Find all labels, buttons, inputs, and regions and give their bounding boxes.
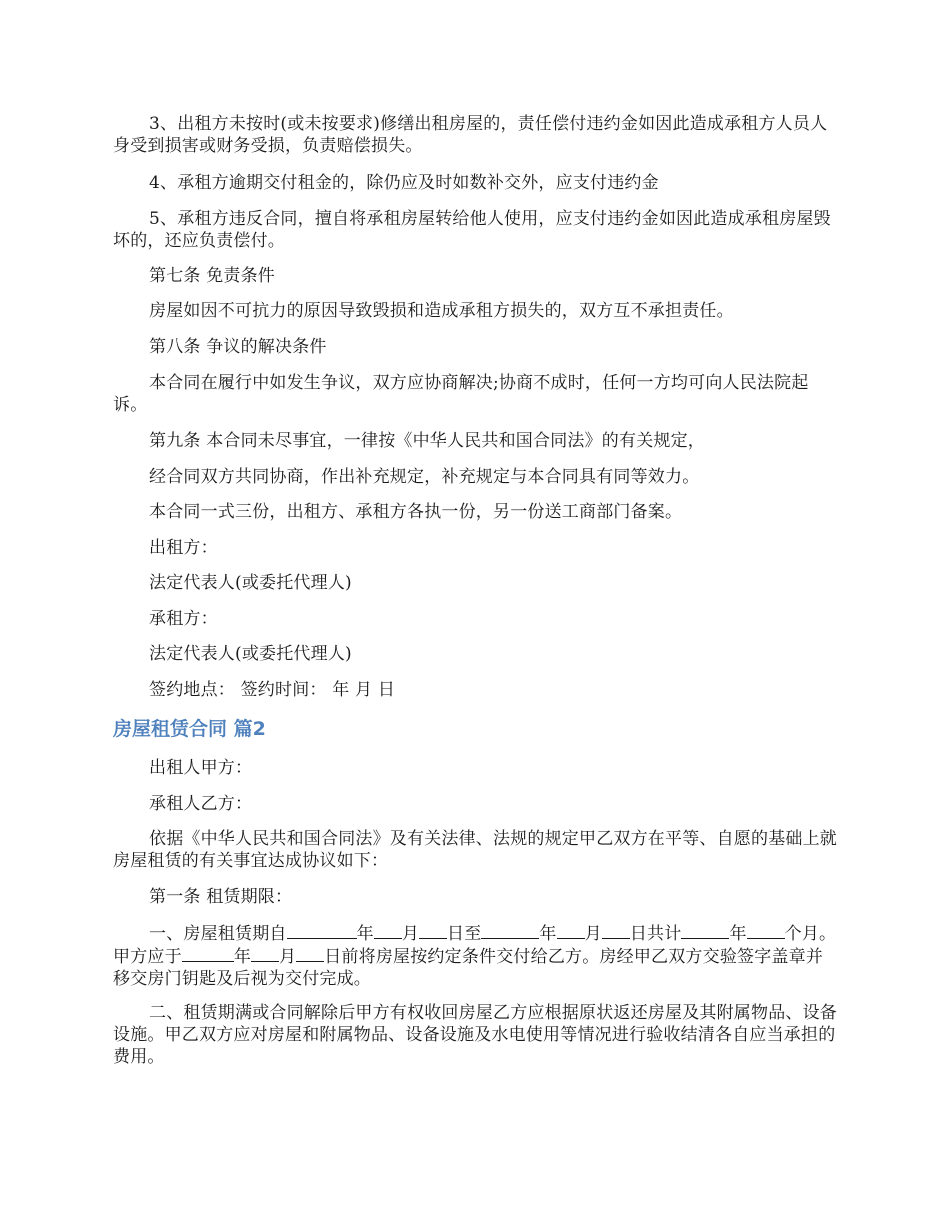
- lessee-representative: 法定代表人(或委托代理人): [149, 644, 352, 664]
- lessee-label: 承租方：: [149, 609, 218, 629]
- blank-field[interactable]: [296, 945, 324, 962]
- text-fragment: 年: [356, 924, 374, 944]
- text-fragment: 年: [539, 924, 557, 944]
- blank-field[interactable]: [557, 922, 585, 939]
- text-fragment: 月: [401, 924, 420, 944]
- blank-field[interactable]: [747, 922, 785, 939]
- paragraph-penalty-4: 4、承租方逾期交付租金的，除仍应及时如数补交外，应支付违约金: [149, 173, 659, 193]
- paragraph-lease-end: 二、租赁期满或合同解除后甲方有权收回房屋乙方应根据原状返还房屋及其附属物品、设备设施。甲乙双方应对房屋和附属物品、设备设施及水电使用等情况进行验收结清各自应当承担的费用。: [113, 1003, 837, 1067]
- blank-field[interactable]: [602, 922, 630, 939]
- section-heading: 房屋租赁合同 篇2: [113, 718, 266, 740]
- article-1-title: 第一条 租赁期限：: [149, 887, 293, 907]
- paragraph-basis: 依据《中华人民共和国合同法》及有关法律、法规的规定甲乙双方在平等、自愿的基础上就房屋租赁的有关事宜达成协议如下：: [113, 829, 837, 871]
- text-fragment: 年: [729, 924, 747, 944]
- text-fragment: 年: [233, 947, 252, 967]
- signing-place-time: 签约地点： 签约时间： 年 月 日: [149, 680, 396, 700]
- paragraph-penalty-5: 5、承租方违反合同，擅自将承租房屋转给他人使用，应支付违约金如因此造成承租房屋毁坏的，还应负责偿付。: [113, 209, 831, 251]
- paragraph-copies: 本合同一式三份，出租方、承租方各执一份，另一份送工商部门备案。: [149, 502, 683, 522]
- blank-field[interactable]: [287, 922, 357, 939]
- blank-field[interactable]: [481, 922, 539, 939]
- paragraph-supplement: 经合同双方共同协商，作出补充规定，补充规定与本合同具有同等效力。: [149, 467, 700, 487]
- blank-field[interactable]: [182, 945, 234, 962]
- text-fragment: 个月。甲方应于: [113, 924, 837, 967]
- text-fragment: 日共计: [629, 924, 682, 944]
- blank-field[interactable]: [251, 945, 279, 962]
- paragraph-dispute: 本合同在履行中如发生争议，双方应协商解决;协商不成时，任何一方均可向人民法院起诉。: [113, 373, 809, 415]
- blank-field[interactable]: [374, 922, 402, 939]
- article-7-title: 第七条 免责条件: [149, 266, 276, 286]
- blank-field[interactable]: [681, 922, 729, 939]
- article-9: 第九条 本合同未尽事宜，一律按《中华人民共和国合同法》的有关规定，: [149, 431, 706, 451]
- lessor-party-a: 出租人甲方：: [149, 758, 253, 778]
- text-fragment: 月: [584, 924, 602, 944]
- text-fragment: 月: [279, 947, 297, 967]
- lessor-label: 出租方：: [149, 538, 218, 558]
- lessor-representative: 法定代表人(或委托代理人): [149, 573, 352, 593]
- lessee-party-b: 承租人乙方：: [149, 794, 253, 814]
- text-fragment: 日至: [447, 924, 482, 944]
- paragraph-lease-term: [113, 922, 839, 990]
- paragraph-penalty-3: 3、出租方未按时(或未按要求)修缮出租房屋的，责任偿付违约金如因此造成承租方人员人身受到损害或财务受损，负责赔偿损失。: [113, 114, 828, 156]
- text-fragment: 日前将房屋按约定条件交付给乙方。房经甲乙双方交验签字盖章并移交房门钥匙及后视为交付完成。: [113, 947, 824, 989]
- article-8-title: 第八条 争议的解决条件: [149, 337, 327, 357]
- blank-field[interactable]: [419, 922, 447, 939]
- paragraph-exemption: 房屋如因不可抗力的原因导致毁损和造成承租方损失的，双方互不承担责任。: [149, 301, 734, 321]
- text-fragment: 一、房屋租赁期自: [149, 924, 287, 944]
